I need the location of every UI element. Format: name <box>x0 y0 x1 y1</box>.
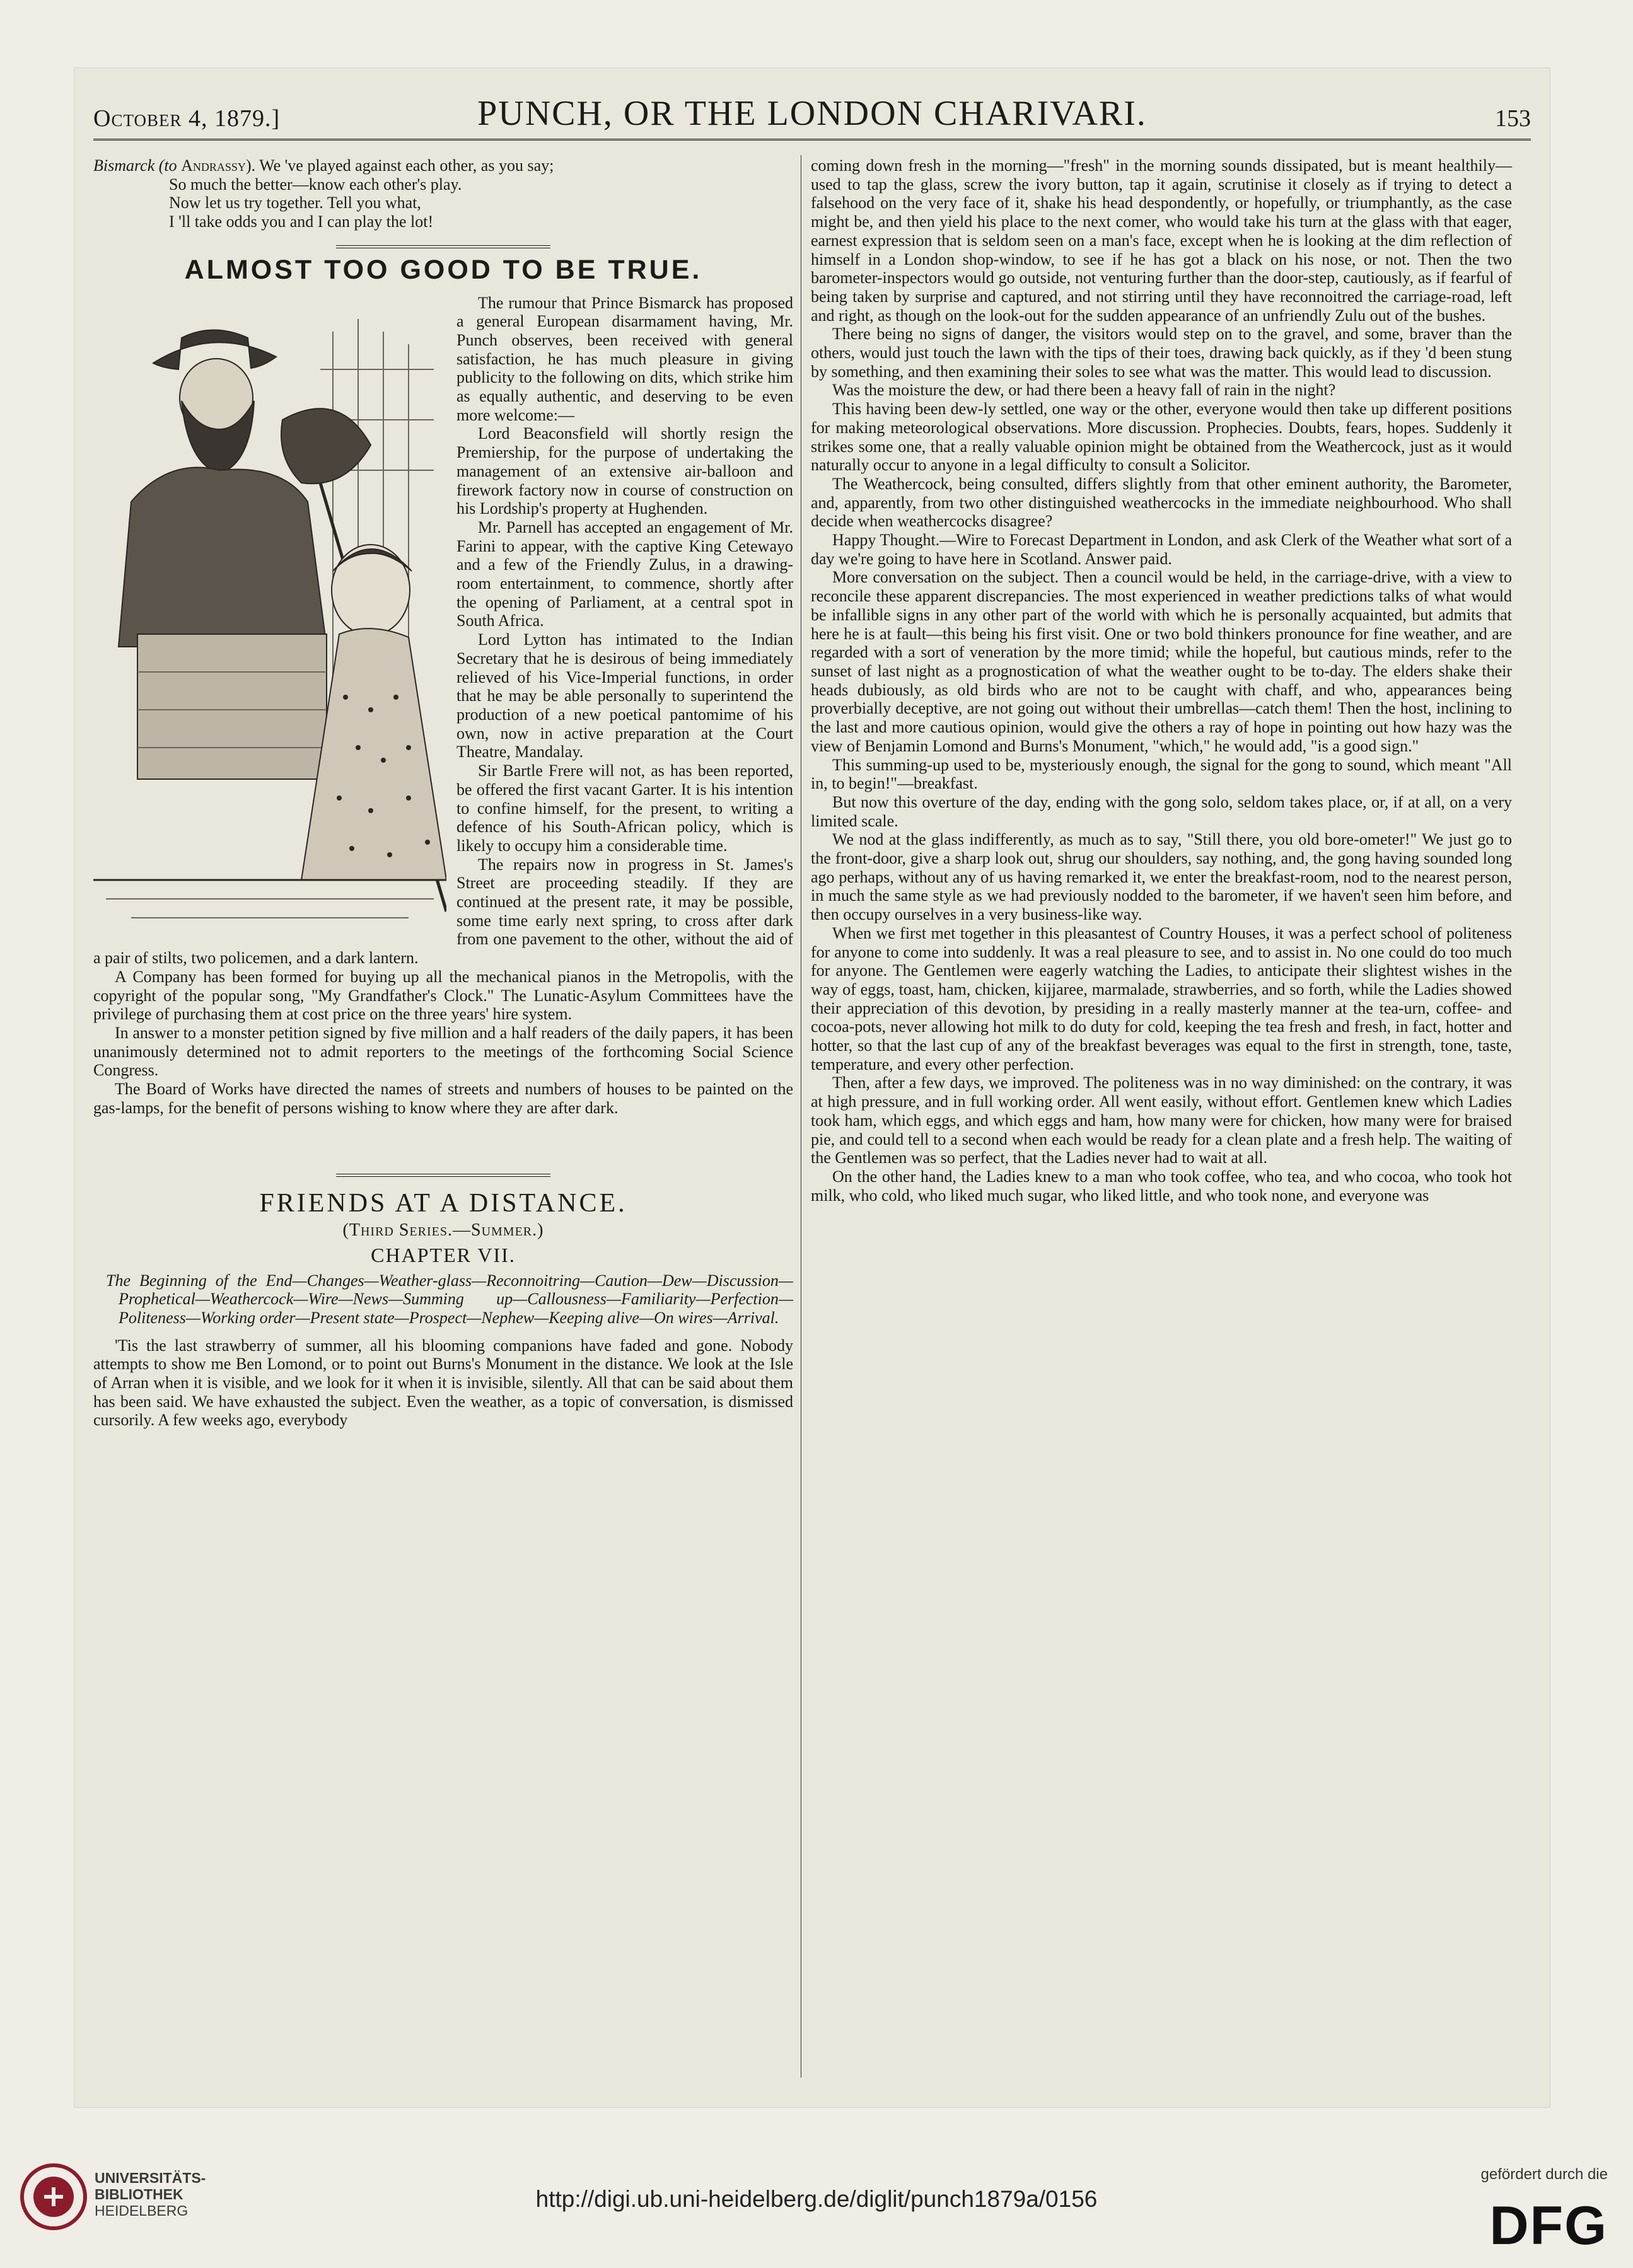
verse-line: Now let us try together. Tell you what, <box>169 194 421 212</box>
article-paragraph: Was the moisture the dew, or had there been a heavy fall of rain in the night? <box>832 381 1336 400</box>
article-paragraph: A Company has been formed for buying up all the mechanical pianos in the Metropolis, with the copyright of the popular song, "My Grandfather's Clock." The Lunatic-Asylum Committees have the privilege of purchasing them at cost price on the three years' hire system. <box>93 967 793 1024</box>
article-paragraph: This having been dew-ly settled, one way or the other, everyone would then take up different positions for making meteorological observations. More discussion. Prophecies. Doubts, fears, hopes. Suddenly it strikes some one, that a really valuable opinion might be obtained from the Weathercock, just as it would naturally occur to anyone in a legal difficulty to consult a Solicitor. <box>811 400 1512 475</box>
source-url-link[interactable]: http://digi.ub.uni-heidelberg.de/diglit/punch1879a/0156 <box>535 2186 1098 2212</box>
funding-note: gefördert durch die <box>1480 2166 1608 2183</box>
article-paragraph: There being no signs of danger, the visitors would step on to the gravel, and some, braver than the others, would just touch the lawn with the tips of their toes, drawing back quickly, as if they 'd been stung by something, and then examining their soles to see what was the matter. This would lead to discussion. <box>811 325 1512 381</box>
article-paragraph: Mr. Parnell has accepted an engagement of Mr. Farini to appear, with the captive King Cetewayo and a few of the Friendly Zulus, in a drawing-room entertainment, to commence, shortly after the opening of Parliament, at a central spot in South Africa. <box>456 518 793 630</box>
header-page-number: 153 <box>1495 105 1531 132</box>
header-title: PUNCH, OR THE LONDON CHARIVARI. <box>477 94 1147 133</box>
article-paragraph: 'Tis the last strawberry of summer, all his blooming companions have faded and gone. Nobody attempts to show me Ben Lomond, or to point out Burns's Monument in the distance. We look at the Isle of Arran when it is visible, and we look for it when it is invisible, silently. All that can be said about them has been said. We have exhausted the subject. Even the weather, as a topic of conversation, is dismissed cursorily. A few weeks ago, everybody <box>93 1336 793 1430</box>
chapter-heading: CHAPTER VII. <box>371 1243 516 1266</box>
article-paragraph: In answer to a monster petition signed by five million and a half readers of the daily papers, it has been unanimously determined not to admit reporters to the meetings of the forthcoming Social Science Congress. <box>93 1023 793 1080</box>
bismarck-verse <box>93 175 793 231</box>
page-header <box>93 88 1531 141</box>
article-title: ALMOST TOO GOOD TO BE TRUE. <box>184 254 702 285</box>
article-title: FRIENDS AT A DISTANCE. <box>259 1189 627 1218</box>
digitization-footer <box>0 2143 1633 2268</box>
article-paragraph: The Board of Works have directed the names of streets and numbers of houses to be painted on the gas-lamps, for the benefit of persons wishing to know where they are after dark. <box>93 1080 793 1117</box>
cartoon-illustration <box>93 294 446 930</box>
article-paragraph: Sir Bartle Frere will not, as has been reported, be offered the first vacant Garter. It is his intention to confine himself, for the present, to writing a defence of his South-African policy, which is likely to occupy him a considerable time. <box>456 761 793 855</box>
article-paragraph: The rumour that Prince Bismarck has proposed a general European disarmament having, Mr. Punch observes, been received with general satisfaction, he has much pleasure in giving publicity to the following on dits, which strike him as equally authentic, and deserving to be even more welcome:— <box>456 293 793 424</box>
header-date: October 4, 1879.] <box>93 105 281 132</box>
article-paragraph: When we first met together in this pleasantest of Country Houses, it was a perfect school of politeness for anyone to come into suddenly. It was a real pleasure to see, and to assist in. No one could do too much for anyone. The Gentlemen were eagerly watching the Ladies, to anticipate their slightest wishes in the way of eggs, toast, ham, chicken, kijjaree, marmalade, strawberries, and so forth, while the Ladies showed their appreciation of this devotion, by presiding in a really masterly manner at the tea-urn, coffee- and cocoa-pots, never allowing hot milk to do duty for cold, keeping the tea fresh and fresh, in fact, hotter and hotter, so that the last cup of any of the breakfast beverages was equal to the first in strength, tone, taste, temperature, and every other perfection. <box>811 923 1512 1073</box>
article-paragraph: We nod at the glass indifferently, as much as to say, "Still there, you old bore-ometer!" We just go to the front-door, give a sharp look out, shrug our shoulders, say nothing, and, the gong having sounded long ago perhaps, without any of us having remarked it, we enter the breakfast-room, nod to the nearest person, in much the same style as we had previously nodded to the barometer, if we haven't seen him before, and then occupy ourselves in a very business-like way. <box>811 830 1512 924</box>
article-paragraph: coming down fresh in the morning—"fresh" in the morning sounds dissipated, but is meant healthily—used to tap the glass, screw the ivory button, tap it again, scrutinise it closely as if trying to detect a falsehood on the very face of it, shake his head despondently, or hopefully, or triumphantly, as the case might be, and then yield his place to the next comer, who would take his turn at the glass with that eager, earnest expression that is seldom seen on a man's face, except when he is looking at the dim reflection of himself in a London shop-window, to see if he has got a black on his nose, or not. Then the two barometer-inspectors would go outside, not venturing further than the door-step, cautiously, as if fearful of being taken by surprise and captured, and not stirring until they have reconnoitred the carriage-road, left and right, as though on the look-out for the sudden appearance of an unfriendly Zulu out of the bushes. <box>811 156 1512 325</box>
article-paragraph: This summing-up used to be, mysteriously enough, the signal for the gong to sound, which meant "All in, to begin!"—breakfast. <box>811 755 1512 793</box>
article-paragraph: Then, after a few days, we improved. The politeness was in no way diminished: on the contrary, it was at high pressure, and in full working order. All went easily, without effort. Gentlemen knew which Ladies took ham, which eggs, and which eggs and ham, how many were for chicken, how many were for braised pie, and could tell to a second when each would be ready for a clean plate and a fresh help. The waiting of the Gentlemen was so perfect, that the Ladies never had to wait at all. <box>811 1073 1512 1167</box>
article-paragraph: Lord Lytton has intimated to the Indian Secretary that he is desirous of being immediately relieved of his Vice-Imperial functions, in order that he may be able personally to superintend the production of a new poetical pantomime of his own, now in active preparation at the Court Theatre, Mandalay. <box>456 630 793 761</box>
section-separator <box>336 1174 550 1177</box>
newspaper-page <box>74 68 1550 2107</box>
dfg-logo: DFG <box>1489 2196 1608 2256</box>
right-column <box>811 156 1512 1205</box>
article-paragraph: More conversation on the subject. Then a council would be held, in the carriage-drive, with a view to reconcile these apparent discrepancies. The most experienced in weather predictions talks of what would be infallible signs in any other part of the world with which he is personally acquainted, but admits that here he is at fault—this being his first visit. One or two bold thinkers pronounce for fine weather, and are regarded with a sort of veneration by the more timid; while the hopeful, but cautious minds, refer to the sunset of last night as a prognostication of what the weather ought to be to-day. The elders shake their heads dubiously, as old birds who are not to be caught with chaff, and who, appearances being proverbially deceptive, are not going out without their umbrellas—catch them! Then the host, inclining to the last and more cautious opinion, would give the others a ray of hope in pointing out how hazy was the view of Benjamin Lomond and Burns's Monument, "which," he would add, "is a good sign." <box>811 568 1512 755</box>
left-column <box>93 156 793 1430</box>
library-line: BIBLIOTHEK <box>95 2186 183 2202</box>
library-line: HEIDELBERG <box>95 2202 189 2219</box>
article-paragraph: The repairs now in progress in St. James's Street are proceeding steadily. If they are continued at the present rate, it may be possible, some time early next spring, to cross after dark from one pavement to the other, without the aid of a pair of stilts, two policemen, and a dark lantern. <box>93 855 793 968</box>
article-paragraph: On the other hand, the Ladies knew to a man who took coffee, who tea, and who cocoa, who took hot milk, who cold, who liked much sugar, who liked little, and who took none, and everyone was <box>811 1167 1512 1205</box>
article-paragraph: But now this overture of the day, ending with the gong solo, seldom takes place, or, if at all, on a very limited scale. <box>811 792 1512 830</box>
section-separator <box>336 245 550 248</box>
article-paragraph: Happy Thought.—Wire to Forecast Department in London, and ask Clerk of the Weather what sort of a day we're going to have here in Scotland. Answer paid. <box>811 531 1512 568</box>
article-paragraph: The Weathercock, being consulted, differs slightly from that other eminent authority, the Barometer, and, apparently, from two other distinguished weathercocks in the immediate neighbourhood. Who shall decide when weathercocks disagree? <box>811 474 1512 531</box>
library-line: UNIVERSITÄTS- <box>95 2170 206 2186</box>
verse-line: So much the better—know each other's play. <box>169 175 462 194</box>
article-paragraph: Lord Beaconsfield will shortly resign the Premiership, for the purpose of undertaking the management of an extensive air-balloon and firework factory now in course of construction on his Lordship's property at Hughenden. <box>456 424 793 518</box>
bismarck-line: Bismarck (to Andrassy). We 've played against each other, as you say; <box>93 156 554 175</box>
chapter-synopsis: The Beginning of the End—Changes—Weather-glass—Reconnoitring—Caution—Dew—Discussion—Prophetical—Weathercock—Wire—News—Summing up—Callousness—Familiarity—Perfection—Politeness—Working order—Present state—Prospect—Nephew—Keeping alive—On wires—Arrival. <box>106 1271 793 1327</box>
series-label: (Third Series.—Summer.) <box>342 1220 544 1241</box>
verse-line: I 'll take odds you and I can play the lot! <box>169 212 434 231</box>
